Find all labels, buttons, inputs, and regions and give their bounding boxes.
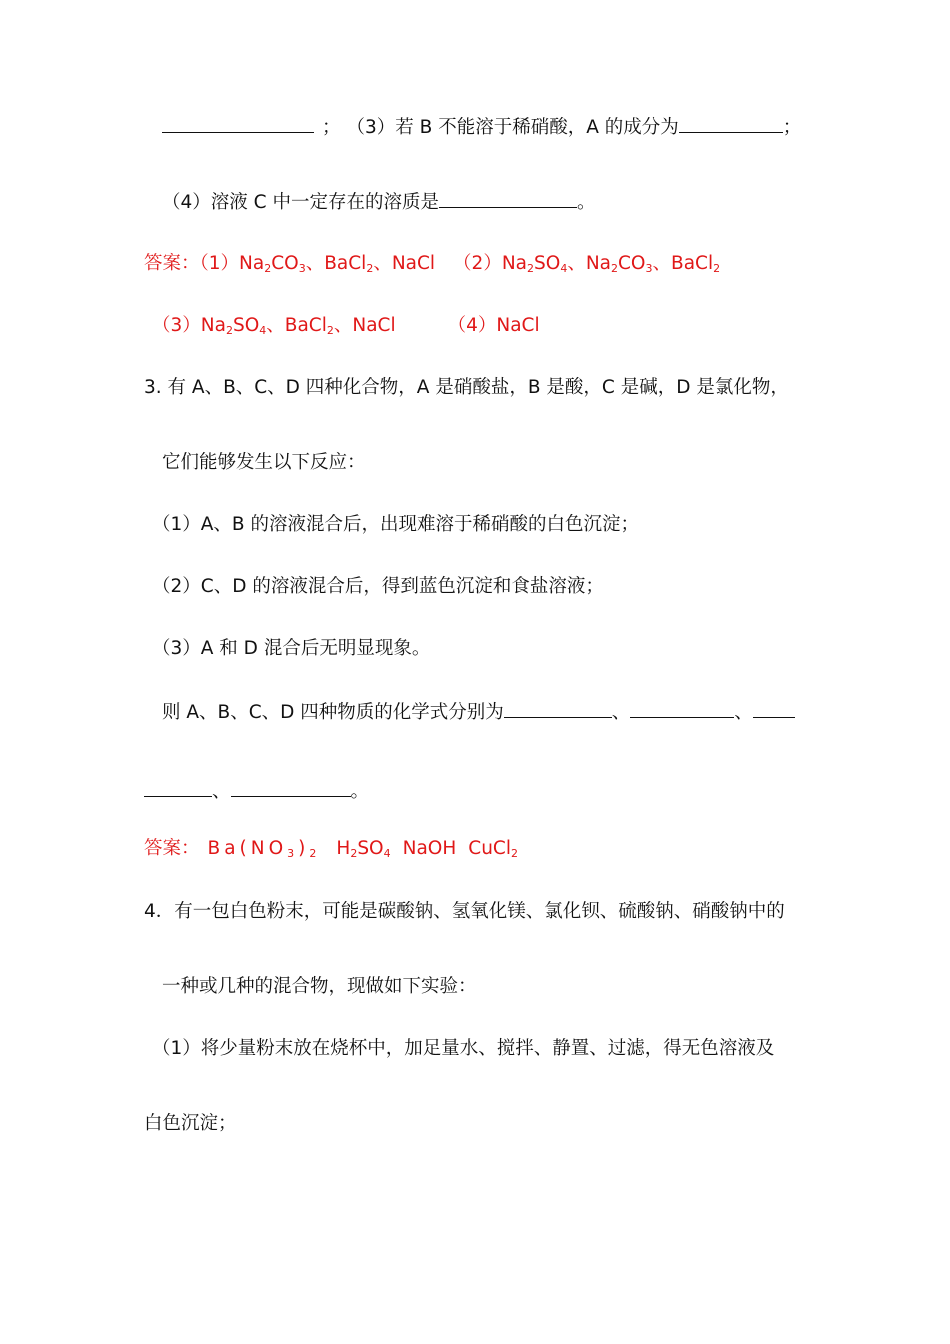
q3-ask-line	[162, 699, 795, 725]
answer-label: 答案：	[144, 253, 200, 274]
answer-b: $H_2SO_4$	[336, 838, 391, 860]
end-punct: ；	[782, 117, 802, 138]
q3-condition-2: （2）C、D 的溶液混合后，得到蓝色沉淀和食盐溶液；	[152, 576, 604, 597]
answer-blank-b[interactable]	[630, 699, 734, 718]
answer-part-2-label: （2）	[453, 253, 502, 274]
answer-part-1: $Na_2CO_3$、BaCl$_2$、NaCl	[239, 253, 436, 275]
q3-ask-text: 则 A、B、C、D 四种物质的化学式分别为	[162, 702, 504, 723]
answer-blank[interactable]	[162, 114, 314, 133]
answer-blank[interactable]	[439, 189, 577, 208]
q3-stem-line-2: 它们能够发生以下反应：	[162, 452, 366, 473]
answer-label: 答案：	[144, 838, 200, 859]
end-punct: 。	[576, 192, 596, 213]
answer-part-3: $Na_2SO_4$、BaCl$_2$、NaCl	[200, 315, 396, 337]
separator: 、	[734, 702, 753, 723]
q3-answer	[144, 837, 518, 861]
q4-stem-line-2: 一种或几种的混合物，现做如下实验：	[162, 976, 477, 997]
answer-part-4: （4）NaCl	[447, 315, 540, 336]
answer-a: $Ba(NO_3)_2$	[207, 838, 321, 860]
q2-line-3	[162, 114, 801, 140]
q2-part4-text: （4）溶液 C 中一定存在的溶质是	[162, 192, 439, 213]
q2-part3-text: （3）若 B 不能溶于稀硝酸，A 的成分为	[346, 117, 679, 138]
answer-part-1-label: （1）	[199, 253, 240, 274]
separator: 、	[611, 702, 631, 723]
separator: 、	[212, 781, 231, 802]
q4-step-1-line-1: （1）将少量粉末放在烧杯中，加足量水、搅拌、静置、过滤，得无色溶液及	[152, 1038, 775, 1059]
q3-ask-line-2	[144, 778, 369, 804]
answer-blank-c-start[interactable]	[753, 699, 795, 718]
q3-condition-3: （3）A 和 D 混合后无明显现象。	[152, 638, 431, 659]
answer-blank-c-end[interactable]	[144, 778, 212, 797]
answer-blank-a[interactable]	[504, 699, 612, 718]
answer-part-2: $Na_2SO_4$、$Na_2CO_3$、BaCl$_2$	[501, 253, 721, 275]
answer-blank[interactable]	[679, 114, 783, 133]
q3-stem-line-1: 3. 有 A、B、C、D 四种化合物，A 是硝酸盐，B 是酸，C 是碱，D 是氯化物，	[144, 377, 789, 398]
q2-part4	[162, 189, 595, 215]
answer-c: NaOH	[402, 838, 457, 859]
q4-stem-line-1: 4．有一包白色粉末，可能是碳酸钠、氢氧化镁、氯化钡、硫酸钠、硝酸钠中的	[144, 901, 785, 922]
separator: ；	[322, 117, 341, 138]
answer-d: CuCl$_2$	[468, 838, 518, 860]
q2-answer-line-2	[152, 314, 540, 338]
q3-condition-1: （1）A、B 的溶液混合后，出现难溶于稀硝酸的白色沉淀；	[152, 514, 640, 535]
answer-part-3-label: （3）	[152, 315, 201, 336]
end-punct: 。	[350, 781, 370, 802]
q2-answer-line-1	[144, 252, 720, 276]
q4-step-1-line-2: 白色沉淀；	[144, 1113, 237, 1134]
answer-blank-d[interactable]	[231, 778, 351, 797]
